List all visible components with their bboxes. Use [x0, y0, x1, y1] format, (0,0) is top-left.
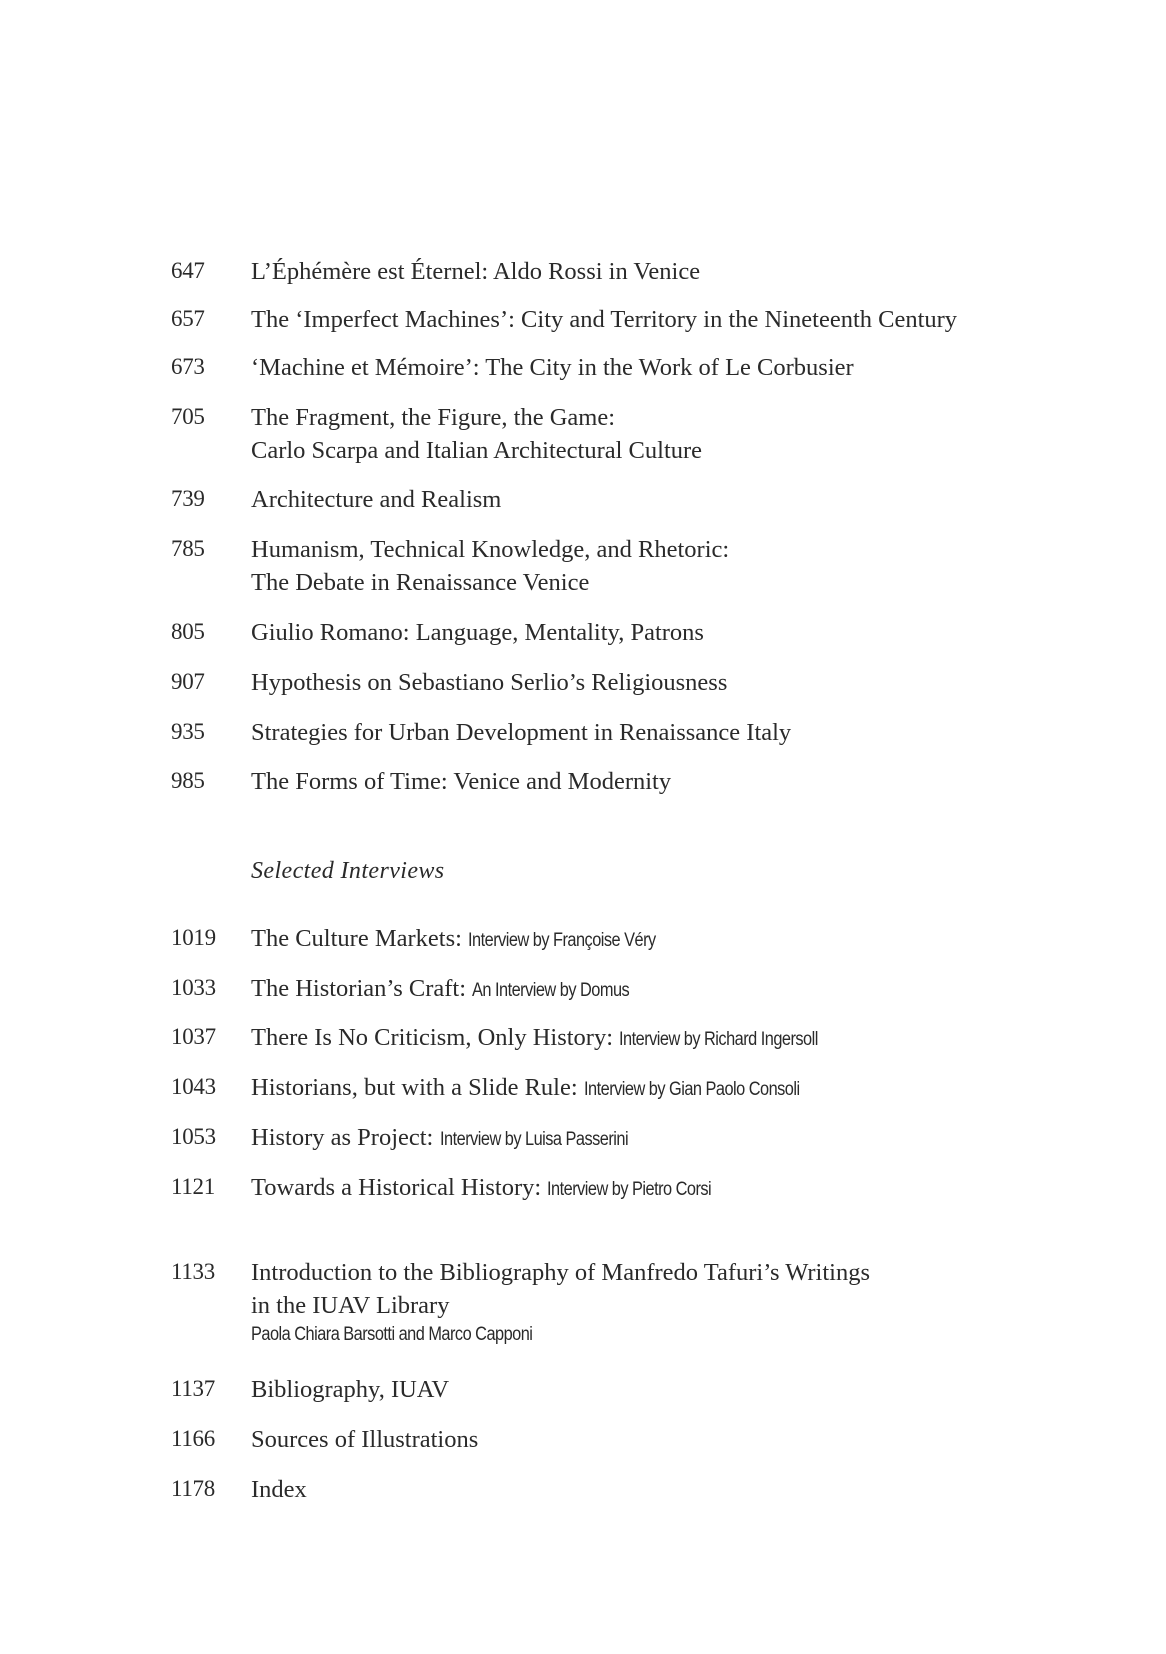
- title-line: Humanism, Technical Knowledge, and Rhetoric:: [251, 536, 730, 563]
- page-number: 785: [171, 536, 205, 561]
- entry-title: [251, 483, 1131, 516]
- section-heading: Selected Interviews: [251, 858, 445, 884]
- page-number: 1033: [171, 975, 216, 1000]
- interviewer-credit: Interview by Richard Ingersoll: [619, 1029, 818, 1050]
- entry-title: [251, 351, 1131, 384]
- title-line: [251, 1021, 1131, 1056]
- page-number: 673: [171, 354, 205, 379]
- entry-title: [251, 1373, 1131, 1406]
- page-number: 1166: [171, 1426, 215, 1451]
- page-number: 705: [171, 404, 205, 429]
- title-line: [251, 922, 1131, 957]
- entry-title: [251, 1423, 1131, 1456]
- page-number: 1121: [171, 1174, 215, 1199]
- title-line: Hypothesis on Sebastiano Serlio’s Religiousness: [251, 669, 728, 696]
- title-line: Introduction to the Bibliography of Manfredo Tafuri’s Writings: [251, 1259, 870, 1286]
- entry-title: [251, 1021, 1131, 1056]
- entry-title: [251, 616, 1131, 649]
- entry-title: [251, 401, 1131, 467]
- title-line: Sources of Illustrations: [251, 1426, 479, 1453]
- entry-title: [251, 972, 1131, 1007]
- page-number: 1043: [171, 1074, 216, 1099]
- entry-title: [251, 255, 1131, 288]
- title-line: The Forms of Time: Venice and Modernity: [251, 768, 672, 795]
- page-number: 739: [171, 486, 205, 511]
- interviewer-credit: Interview by Pietro Corsi: [547, 1179, 712, 1200]
- interviewer-credit: Interview by Françoise Véry: [468, 930, 656, 951]
- page-number: 907: [171, 669, 205, 694]
- page-number: 657: [171, 306, 205, 331]
- page-number: 647: [171, 258, 205, 283]
- interview-title: History as Project:: [251, 1124, 434, 1151]
- title-line: The ‘Imperfect Machines’: City and Territory in the Nineteenth Century: [251, 306, 958, 333]
- entry-title: [251, 765, 1131, 798]
- entry-title: [251, 533, 1131, 599]
- entry-title: [251, 1256, 1131, 1348]
- title-line: Strategies for Urban Development in Renaissance Italy: [251, 719, 792, 746]
- page-number: 1133: [171, 1259, 215, 1284]
- interviewer-credit: Interview by Luisa Passerini: [439, 1129, 628, 1150]
- title-line: [251, 1121, 1131, 1156]
- entry-title: [251, 1171, 1131, 1206]
- page-number: 1037: [171, 1024, 216, 1049]
- interview-title: The Historian’s Craft:: [251, 975, 467, 1002]
- interviewer-credit: An Interview by Domus: [472, 980, 630, 1001]
- interview-title: Historians, but with a Slide Rule:: [251, 1074, 578, 1101]
- title-line: Architecture and Realism: [251, 486, 502, 513]
- interview-title: The Culture Markets:: [251, 925, 462, 952]
- title-line: Giulio Romano: Language, Mentality, Patrons: [251, 619, 704, 646]
- interview-title: There Is No Criticism, Only History:: [251, 1024, 614, 1051]
- page-number: 985: [171, 768, 205, 793]
- page-number: 805: [171, 619, 205, 644]
- interviewer-credit: Interview by Gian Paolo Consoli: [583, 1079, 800, 1100]
- page-number: 935: [171, 719, 205, 744]
- title-line: in the IUAV Library: [251, 1292, 450, 1319]
- entry-title: [251, 922, 1131, 957]
- title-line: The Fragment, the Figure, the Game:: [251, 404, 615, 431]
- entry-title: [251, 716, 1131, 749]
- title-line: Carlo Scarpa and Italian Architectural Culture: [251, 437, 703, 464]
- page-number: 1178: [171, 1476, 215, 1501]
- entry-authors: Paola Chiara Barsotti and Marco Capponi: [251, 1324, 533, 1345]
- entry-title: [251, 303, 1131, 336]
- title-line: Bibliography, IUAV: [251, 1376, 450, 1403]
- title-line: [251, 972, 1131, 1007]
- page-number: 1053: [171, 1124, 216, 1149]
- title-line: ‘Machine et Mémoire’: The City in the Work of Le Corbusier: [251, 354, 854, 381]
- entry-title: [251, 1071, 1131, 1106]
- entry-title: [251, 1121, 1131, 1156]
- entry-title: [251, 666, 1131, 699]
- page-number: 1019: [171, 925, 216, 950]
- title-line: The Debate in Renaissance Venice: [251, 569, 590, 596]
- title-line: [251, 1071, 1131, 1106]
- title-line: [251, 1171, 1131, 1206]
- interview-title: Towards a Historical History:: [251, 1174, 542, 1201]
- title-line: L’Éphémère est Éternel: Aldo Rossi in Venice: [251, 258, 701, 285]
- entry-title: [251, 1473, 1131, 1506]
- title-line: Index: [251, 1476, 307, 1503]
- page-number: 1137: [171, 1376, 215, 1401]
